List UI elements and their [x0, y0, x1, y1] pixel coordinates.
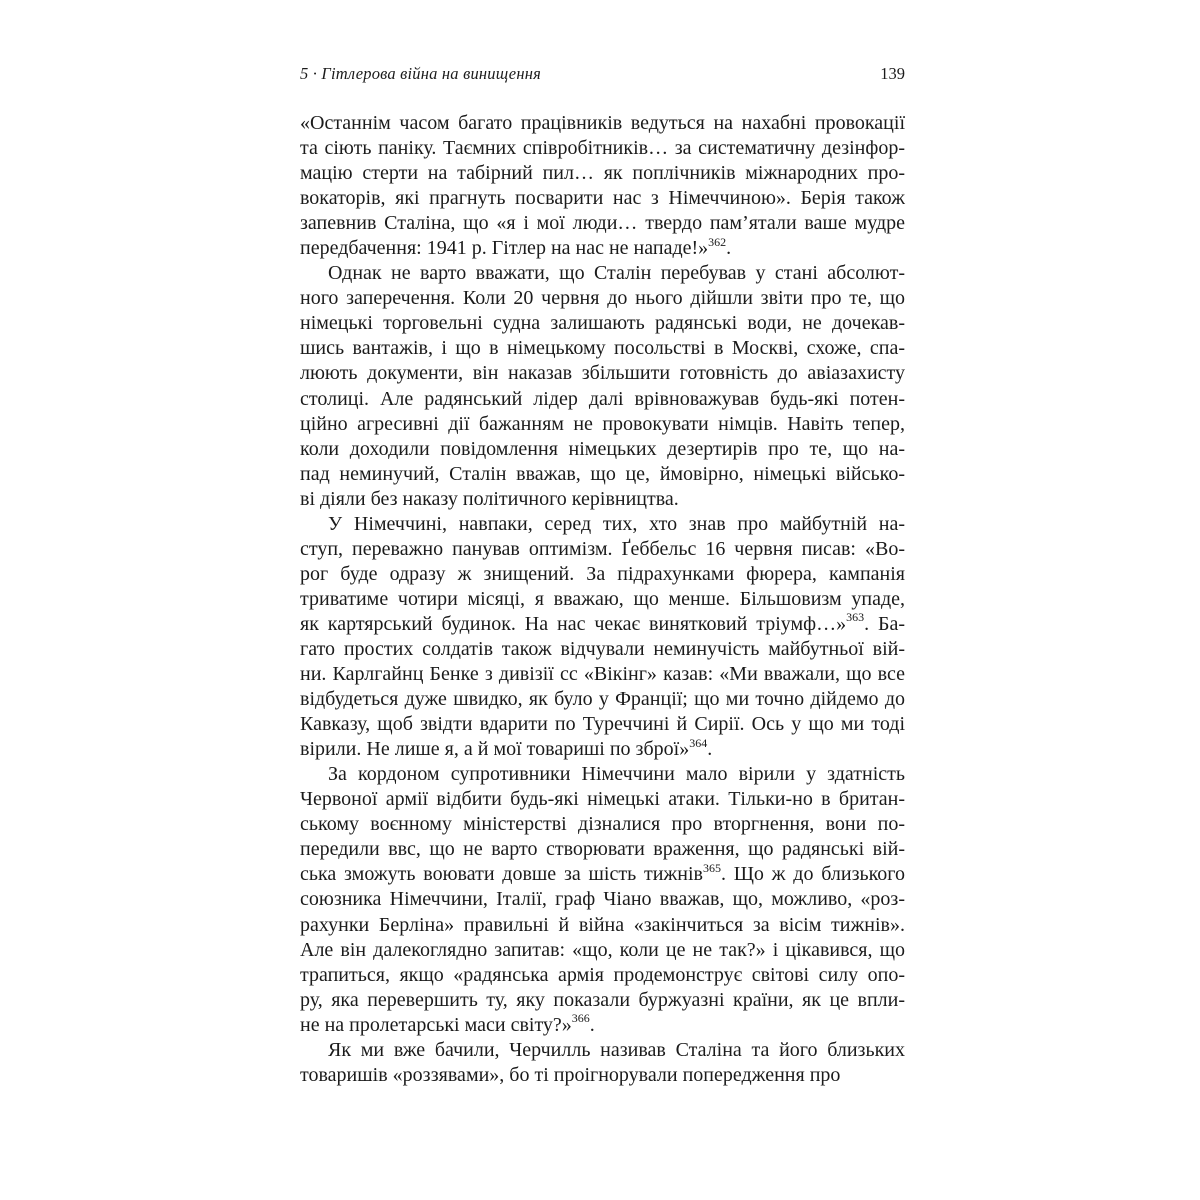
text-line: Однак не варто вважати, що Сталін перебував у стані абсолют- — [328, 262, 905, 285]
text-line: як картярський будинок. На нас чекає винятковий тріумф…»$^{363}$. Ба- — [300, 610, 905, 635]
paragraph — [300, 762, 905, 1038]
text-line: столиці. Але радянський лідер далі врівноважував будь-які потен- — [300, 387, 905, 410]
text-line: товаришів «роззявами», бо ті проігнорували попередження про — [300, 1063, 841, 1086]
text-line: За кордоном супротивники Німеччини мало вірили у здатність — [328, 763, 905, 786]
text-line: ському воєнному міністерстві дізналися про вторгнення, вони по- — [300, 813, 905, 836]
footnote-ref: 365 — [702, 860, 721, 875]
text-line: ни. Карлгайнц Бенке з дивізії сс «Вікінг» казав: «Ми вважали, що все — [300, 663, 905, 686]
footnote-ref: 362 — [708, 234, 727, 249]
text-line: люють документи, він наказав збільшити готовність до авіазахисту — [300, 362, 905, 385]
paragraph — [300, 1038, 905, 1088]
text-line: передбачення: 1941 р. Гітлер на нас не нападе!»$^{362}$. — [300, 234, 732, 260]
text-line: запевнив Сталіна, що «я і мої люди… твердо пам’ятали ваше мудре — [300, 212, 905, 235]
text-line: та сіють паніку. Таємних співробітників… за систематичну дезінфор- — [300, 137, 905, 160]
text-line: не на пролетарські маси світу?»$^{366}$. — [300, 1011, 595, 1036]
page-header — [300, 64, 905, 84]
text-line: німецькі торговельні судна залишають радянські води, не дочекав- — [300, 312, 905, 335]
text-line: шись вантажів, і що в німецькому посольстві в Москві, схоже, спа- — [300, 337, 905, 360]
text-line: ві діяли без наказу політичного керівництва. — [300, 487, 679, 510]
text-line: триватиме чотири місяці, я вважаю, що менше. Більшовизм упаде, — [300, 587, 905, 610]
text-line: Як ми вже бачили, Черчилль називав Сталіна та його близьких — [328, 1038, 905, 1061]
text-line: Кавказу, щоб звідти вдарити по Туреччині й Сирії. Ось у що ми тоді — [300, 713, 905, 736]
page-number: 139 — [880, 64, 905, 83]
text-line: ного заперечення. Коли 20 червня до нього дійшли звіти про те, що — [300, 287, 905, 310]
text-line: вокаторів, які прагнуть посварити нас з Німеччиною». Берія також — [300, 187, 905, 210]
text-line: пад неминучий, Сталін вважав, що це, ймовірно, німецькі військо- — [300, 462, 905, 485]
text-line: ційно агресивні дії бажанням не провокувати німців. Навіть тепер, — [300, 412, 905, 435]
chapter-running-head: 5 · Гітлерова війна на винищення — [300, 64, 541, 83]
text-line: ступ, переважно панував оптимізм. Ґеббельс 16 червня писав: «Во- — [300, 537, 905, 560]
text-line: мацію стерти на табірний пил… як поплічників міжнародних про- — [300, 162, 905, 185]
paragraph — [300, 261, 905, 511]
text-line: ру, яка перевершить ту, яку показали буржуазні країни, як це впли- — [300, 988, 905, 1011]
text-line: «Останнім часом багато працівників ведуться на нахабні провокації — [300, 112, 905, 134]
text-line: Червоної армії відбити будь-які німецькі атаки. Тільки-но в британ- — [300, 788, 905, 811]
body-text — [300, 111, 905, 1088]
text-line: союзника Німеччини, Італії, граф Чіано вважав, що, можливо, «роз- — [300, 888, 905, 911]
text-line: ська зможуть воювати довше за шість тижнів$^{365}$. Що ж до близького — [300, 860, 905, 886]
text-line: рахунки Берліна» правильні й війна «закінчиться за вісім тижнів». — [300, 913, 905, 936]
text-line: передили ввс, що не варто створювати враження, що радянські вій- — [300, 838, 905, 861]
paragraph — [300, 512, 905, 762]
text-line: трапиться, якщо «радянська армія продемонструє світові силу опо- — [300, 963, 905, 986]
text-line: вірили. Не лише я, а й мої товариші по зброї»$^{364}$. — [300, 735, 713, 761]
footnote-ref: 366 — [571, 1011, 590, 1026]
text-line: відбудеться дуже швидко, як було у Франції; що ми точно дійдемо до — [300, 688, 905, 711]
text-line: рог буде одразу ж знищений. За підрахунками фюрера, кампанія — [300, 562, 905, 585]
footnote-ref: 363 — [846, 610, 865, 625]
text-line: гато простих солдатів також відчували неминучість майбутньої вій- — [300, 637, 905, 660]
paragraph — [300, 111, 905, 261]
text-line: У Німеччині, навпаки, серед тих, хто знав про майбутній на- — [328, 512, 905, 535]
text-line: Але він далекоглядно запитав: «що, коли це не так?» і цікавився, що — [300, 938, 905, 961]
footnote-ref: 364 — [689, 735, 708, 750]
text-line: коли доходили повідомлення німецьких дезертирів про те, що на- — [300, 437, 905, 460]
